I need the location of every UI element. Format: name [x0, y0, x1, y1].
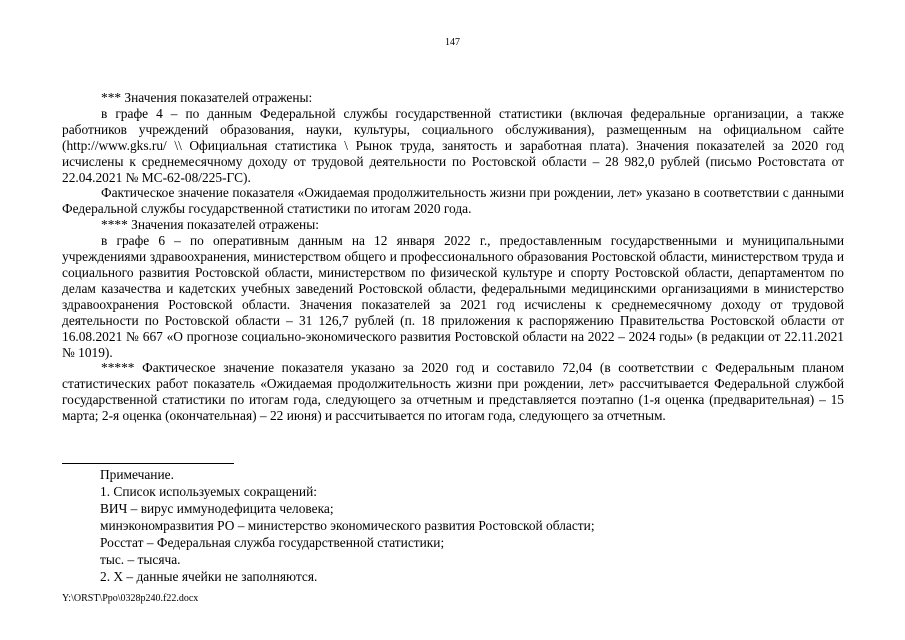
paragraph-footnote-3-heading: *** Значения показателей отражены: — [101, 90, 313, 105]
notes-title: Примечание. — [100, 467, 174, 482]
paragraph-life-expectancy-2020: Фактическое значение показателя «Ожидаемая продолжительность жизни при рождении, лет» указано в соответствии с данными Федеральной службы государственной статистики по итогам 2020 года. — [62, 185, 844, 217]
notes-section — [62, 466, 844, 585]
paragraph-footnote-4-text: в графе 6 – по оперативным данным на 12 января 2022 г., предоставленным государственными и муниципальными учреждениями здравоохранения, министерством общего и профессионального образования Ростовской области, министерством труда и социального развития Ростовской области, министерством по физической культуре и спорту Ростовской области, департаментом по делам казачества и кадетских учебных заведений Ростовской области, федеральными медицинскими организациями в министерство здравоохранения Ростовской области. Значения показателей за 2021 год исчислены к среднемесячному доходу от трудовой деятельности по Ростовской области – 31 126,7 рублей (п. 18 приложения к распоряжению Правительства Ростовской области от 16.08.2021 № 667 «О прогнозе социально-экономического развития Ростовской области на 2022 – 2024 годы» (в редакции от 22.11.2021 № 1019). — [62, 233, 844, 360]
notes-line: Росстат – Федеральная служба государственной статистики; — [100, 535, 445, 550]
file-path: Y:\ORST\Ppo\0328p240.f22.docx — [62, 593, 199, 604]
paragraph-footnote-4-heading: **** Значения показателей отражены: — [101, 217, 319, 233]
paragraph-footnote-5: ***** Фактическое значение показателя указано за 2020 год и составило 72,04 (в соответствии с Федеральным планом статистических работ показатель «Ожидаемая продолжительность жизни при рождении, лет» рассчитывается Федеральной службой государственной статистики по итогам года, следующего за отчетным и представляется поэтапно (1-я оценка (предварительная) – 15 марта; 2-я оценка (окончательная) – 22 июня) и рассчитывается по итогам года, следующего за отчетным. — [62, 360, 844, 424]
paragraph-footnote-3-text: в графе 4 – по данным Федеральной службы государственной статистики (включая федеральные организации, а также работников учреждений образования, науки, культуры, социального обслуживания), размещенным на официальном сайте (http://www.gks.ru/ \\ Официальная статистика \ Рынок труда, занятость и заработная плата). Значения показателей за 2020 год исчислены к среднемесячному доходу от трудовой деятельности по Ростовской области – 28 982,0 рублей (письмо Ростовстата от 22.04.2021 № МС-62-08/225-ГС). — [62, 105, 844, 185]
page-number: 147 — [445, 37, 460, 48]
notes-line: тыс. – тысяча. — [100, 552, 181, 567]
notes-line: ВИЧ – вирус иммунодефицита человека; — [100, 501, 334, 516]
notes-line: 1. Список используемых сокращений: — [100, 484, 317, 499]
notes-divider — [62, 463, 234, 464]
notes-line: минэкономразвития РО – министерство экономического развития Ростовской области; — [100, 518, 595, 533]
document-body — [62, 90, 844, 424]
notes-line: 2. Х – данные ячейки не заполняются. — [100, 569, 318, 584]
